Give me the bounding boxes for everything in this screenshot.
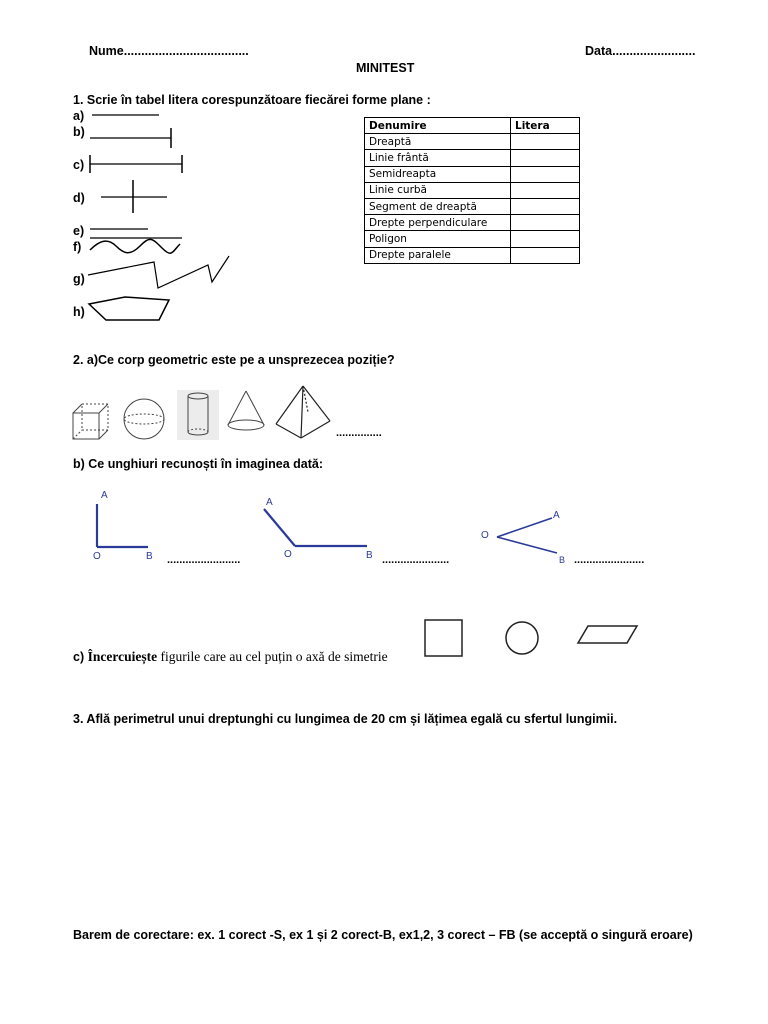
angle3-label-b: B: [559, 555, 566, 565]
label-a: a): [73, 109, 85, 123]
square-figure[interactable]: [425, 620, 462, 656]
label-c: c): [73, 158, 85, 172]
label-h: h): [73, 305, 85, 319]
angle2-label-a: A: [266, 497, 273, 508]
label-f: f): [73, 240, 82, 254]
ex2b-prompt: b) Ce unghiuri recunoști în imaginea dată:: [73, 457, 324, 471]
angle3-label-o: O: [481, 530, 489, 541]
angle1-label-b: B: [146, 551, 153, 562]
label-e: e): [73, 224, 85, 238]
table-row: Linie curbă: [365, 182, 580, 198]
angle1-label-a: A: [101, 490, 108, 501]
label-b: b): [73, 125, 85, 139]
table-row: Segment de dreaptă: [365, 198, 580, 214]
ex2a-prompt: 2. a)Ce corp geometric este pe a unsprezecea poziție?: [73, 353, 395, 367]
angle2-label-b: B: [366, 550, 373, 561]
angle2-label-o: O: [284, 549, 292, 560]
page-title: MINITEST: [356, 61, 415, 75]
ex1-prompt: 1. Scrie în tabel litera corespunzătoare fiecărei forme plane :: [73, 93, 431, 107]
table-row: Drepte perpendiculare: [365, 215, 580, 231]
date-field: Data........................: [585, 44, 696, 58]
ex2c-rest: figurile care au cel puțin o axă de simetrie: [157, 649, 388, 664]
ex2c-text: c) Încercuiește figurile care au cel puțin o axă de simetrie: [73, 649, 388, 664]
angle3-label-a: A: [553, 510, 560, 521]
grading-note: Barem de corectare: ex. 1 corect -S, ex 1 și 2 corect-B, ex1,2, 3 corect – FB (se acceptă o singură eroare): [73, 928, 693, 942]
ex3-prompt: 3. Află perimetrul unui dreptunghi cu lungimea de 20 cm și lățimea egală cu sfertul lungimii.: [73, 712, 618, 726]
table-row: Drepte paralele: [365, 247, 580, 263]
circle-figure[interactable]: [506, 622, 538, 654]
ex2c-bold-word: Încercuiește: [87, 649, 158, 664]
col-litera: Litera: [511, 118, 580, 134]
table-row: Linie frântă: [365, 150, 580, 166]
table-row: Semidreapta: [365, 166, 580, 182]
parallelogram-figure[interactable]: [578, 626, 637, 643]
label-d: d): [73, 191, 85, 205]
angle1-label-o: O: [93, 551, 101, 562]
table-row: Dreaptă: [365, 134, 580, 150]
name-field: Nume....................................: [89, 44, 249, 58]
table-row: Poligon: [365, 231, 580, 247]
col-denumire: Denumire: [365, 118, 511, 134]
ex2a-answer-dots[interactable]: ...............: [336, 427, 382, 439]
label-g: g): [73, 272, 85, 286]
angle3-dots[interactable]: .......................: [574, 554, 645, 566]
angle2-dots[interactable]: ......................: [382, 554, 450, 566]
angle1-dots[interactable]: ........................: [167, 554, 241, 566]
